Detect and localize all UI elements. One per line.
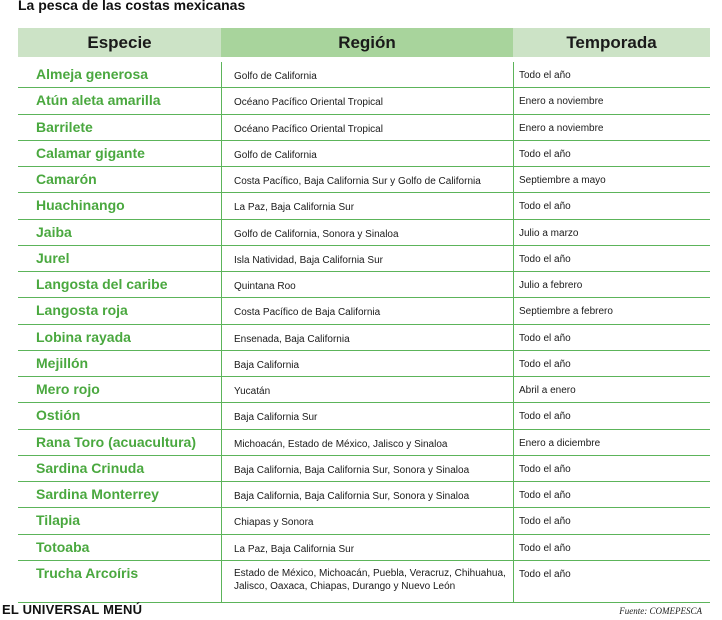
region-cell: La Paz, Baja California Sur (221, 535, 513, 561)
region-cell: Costa Pacífico, Baja California Sur y Golfo de California (221, 167, 513, 193)
species-cell: Sardina Monterrey (18, 482, 221, 508)
season-cell: Todo el año (513, 508, 710, 534)
header-especie: Especie (87, 32, 152, 52)
region-cell: La Paz, Baja California Sur (221, 193, 513, 219)
species-cell: Mero rojo (18, 377, 221, 403)
season-cell: Todo el año (513, 246, 710, 272)
season-cell: Julio a febrero (513, 272, 710, 298)
species-cell: Jurel (18, 246, 221, 272)
species-cell: Tilapia (18, 508, 221, 534)
infographic-title: La pesca de las costas mexicanas (18, 0, 246, 13)
table-header (18, 28, 710, 57)
species-cell: Atún aleta amarilla (18, 88, 221, 114)
species-cell: Lobina rayada (18, 325, 221, 351)
species-cell: Totoaba (18, 535, 221, 561)
table-row (18, 508, 710, 534)
season-cell: Todo el año (513, 193, 710, 219)
species-cell: Ostión (18, 403, 221, 429)
table-row (18, 403, 710, 429)
region-cell: Golfo de California, Sonora y Sinaloa (221, 220, 513, 246)
region-cell: Chiapas y Sonora (221, 508, 513, 534)
table-body (18, 62, 710, 603)
table-row (18, 246, 710, 272)
species-cell: Sardina Crinuda (18, 456, 221, 482)
table-row (18, 298, 710, 324)
species-cell: Calamar gigante (18, 141, 221, 167)
table-row (18, 141, 710, 167)
season-cell: Todo el año (513, 535, 710, 561)
region-cell: Isla Natividad, Baja California Sur (221, 246, 513, 272)
region-cell: Estado de México, Michoacán, Puebla, Veracruz, Chihuahua, Jalisco, Oaxaca, Chiapas, Durango y Nuevo León (221, 561, 513, 603)
species-cell: Jaiba (18, 220, 221, 246)
region-cell: Baja California (221, 351, 513, 377)
table-row (18, 62, 710, 88)
region-cell: Costa Pacífico de Baja California (221, 298, 513, 324)
region-cell: Ensenada, Baja California (221, 325, 513, 351)
season-cell: Todo el año (513, 403, 710, 429)
season-cell: Septiembre a mayo (513, 167, 710, 193)
species-cell: Almeja generosa (18, 62, 221, 88)
table-row (18, 88, 710, 114)
season-cell: Julio a marzo (513, 220, 710, 246)
region-cell: Océano Pacífico Oriental Tropical (221, 115, 513, 141)
region-cell: Baja California, Baja California Sur, Sonora y Sinaloa (221, 456, 513, 482)
season-cell: Todo el año (513, 62, 710, 88)
table-row (18, 193, 710, 219)
season-cell: Septiembre a febrero (513, 298, 710, 324)
region-cell: Baja California Sur (221, 403, 513, 429)
footer (0, 603, 722, 620)
region-cell: Quintana Roo (221, 272, 513, 298)
table-row (18, 561, 710, 603)
table-row (18, 272, 710, 298)
region-cell: Baja California, Baja California Sur, Sonora y Sinaloa (221, 482, 513, 508)
brand-logo: EL UNIVERSAL MENÚ (2, 602, 143, 617)
season-cell: Todo el año (513, 482, 710, 508)
table-row (18, 115, 710, 141)
season-cell: Todo el año (513, 456, 710, 482)
source-credit: Fuente: COMEPESCA (619, 606, 702, 616)
header-temporada: Temporada (566, 32, 657, 52)
season-cell: Todo el año (513, 325, 710, 351)
region-cell: Océano Pacífico Oriental Tropical (221, 88, 513, 114)
table-row (18, 456, 710, 482)
species-cell: Langosta roja (18, 298, 221, 324)
header-region: Región (221, 28, 513, 57)
season-cell: Enero a diciembre (513, 430, 710, 456)
species-cell: Camarón (18, 167, 221, 193)
season-cell: Todo el año (513, 351, 710, 377)
species-cell: Trucha Arcoíris (18, 561, 221, 603)
species-cell: Mejillón (18, 351, 221, 377)
species-cell: Rana Toro (acuacultura) (18, 430, 221, 456)
table-row (18, 377, 710, 403)
table-row (18, 430, 710, 456)
season-cell: Abril a enero (513, 377, 710, 403)
species-cell: Barrilete (18, 115, 221, 141)
region-cell: Golfo de California (221, 141, 513, 167)
species-cell: Huachinango (18, 193, 221, 219)
table-row (18, 167, 710, 193)
species-cell: Langosta del caribe (18, 272, 221, 298)
region-cell: Golfo de California (221, 62, 513, 88)
fishing-table (18, 28, 710, 603)
season-cell: Enero a noviembre (513, 115, 710, 141)
table-row (18, 535, 710, 561)
region-cell: Yucatán (221, 377, 513, 403)
season-cell: Enero a noviembre (513, 88, 710, 114)
season-cell: Todo el año (513, 141, 710, 167)
table-row (18, 325, 710, 351)
table-row (18, 351, 710, 377)
table-row (18, 220, 710, 246)
season-cell: Todo el año (513, 561, 710, 603)
table-row (18, 482, 710, 508)
region-cell: Michoacán, Estado de México, Jalisco y Sinaloa (221, 430, 513, 456)
